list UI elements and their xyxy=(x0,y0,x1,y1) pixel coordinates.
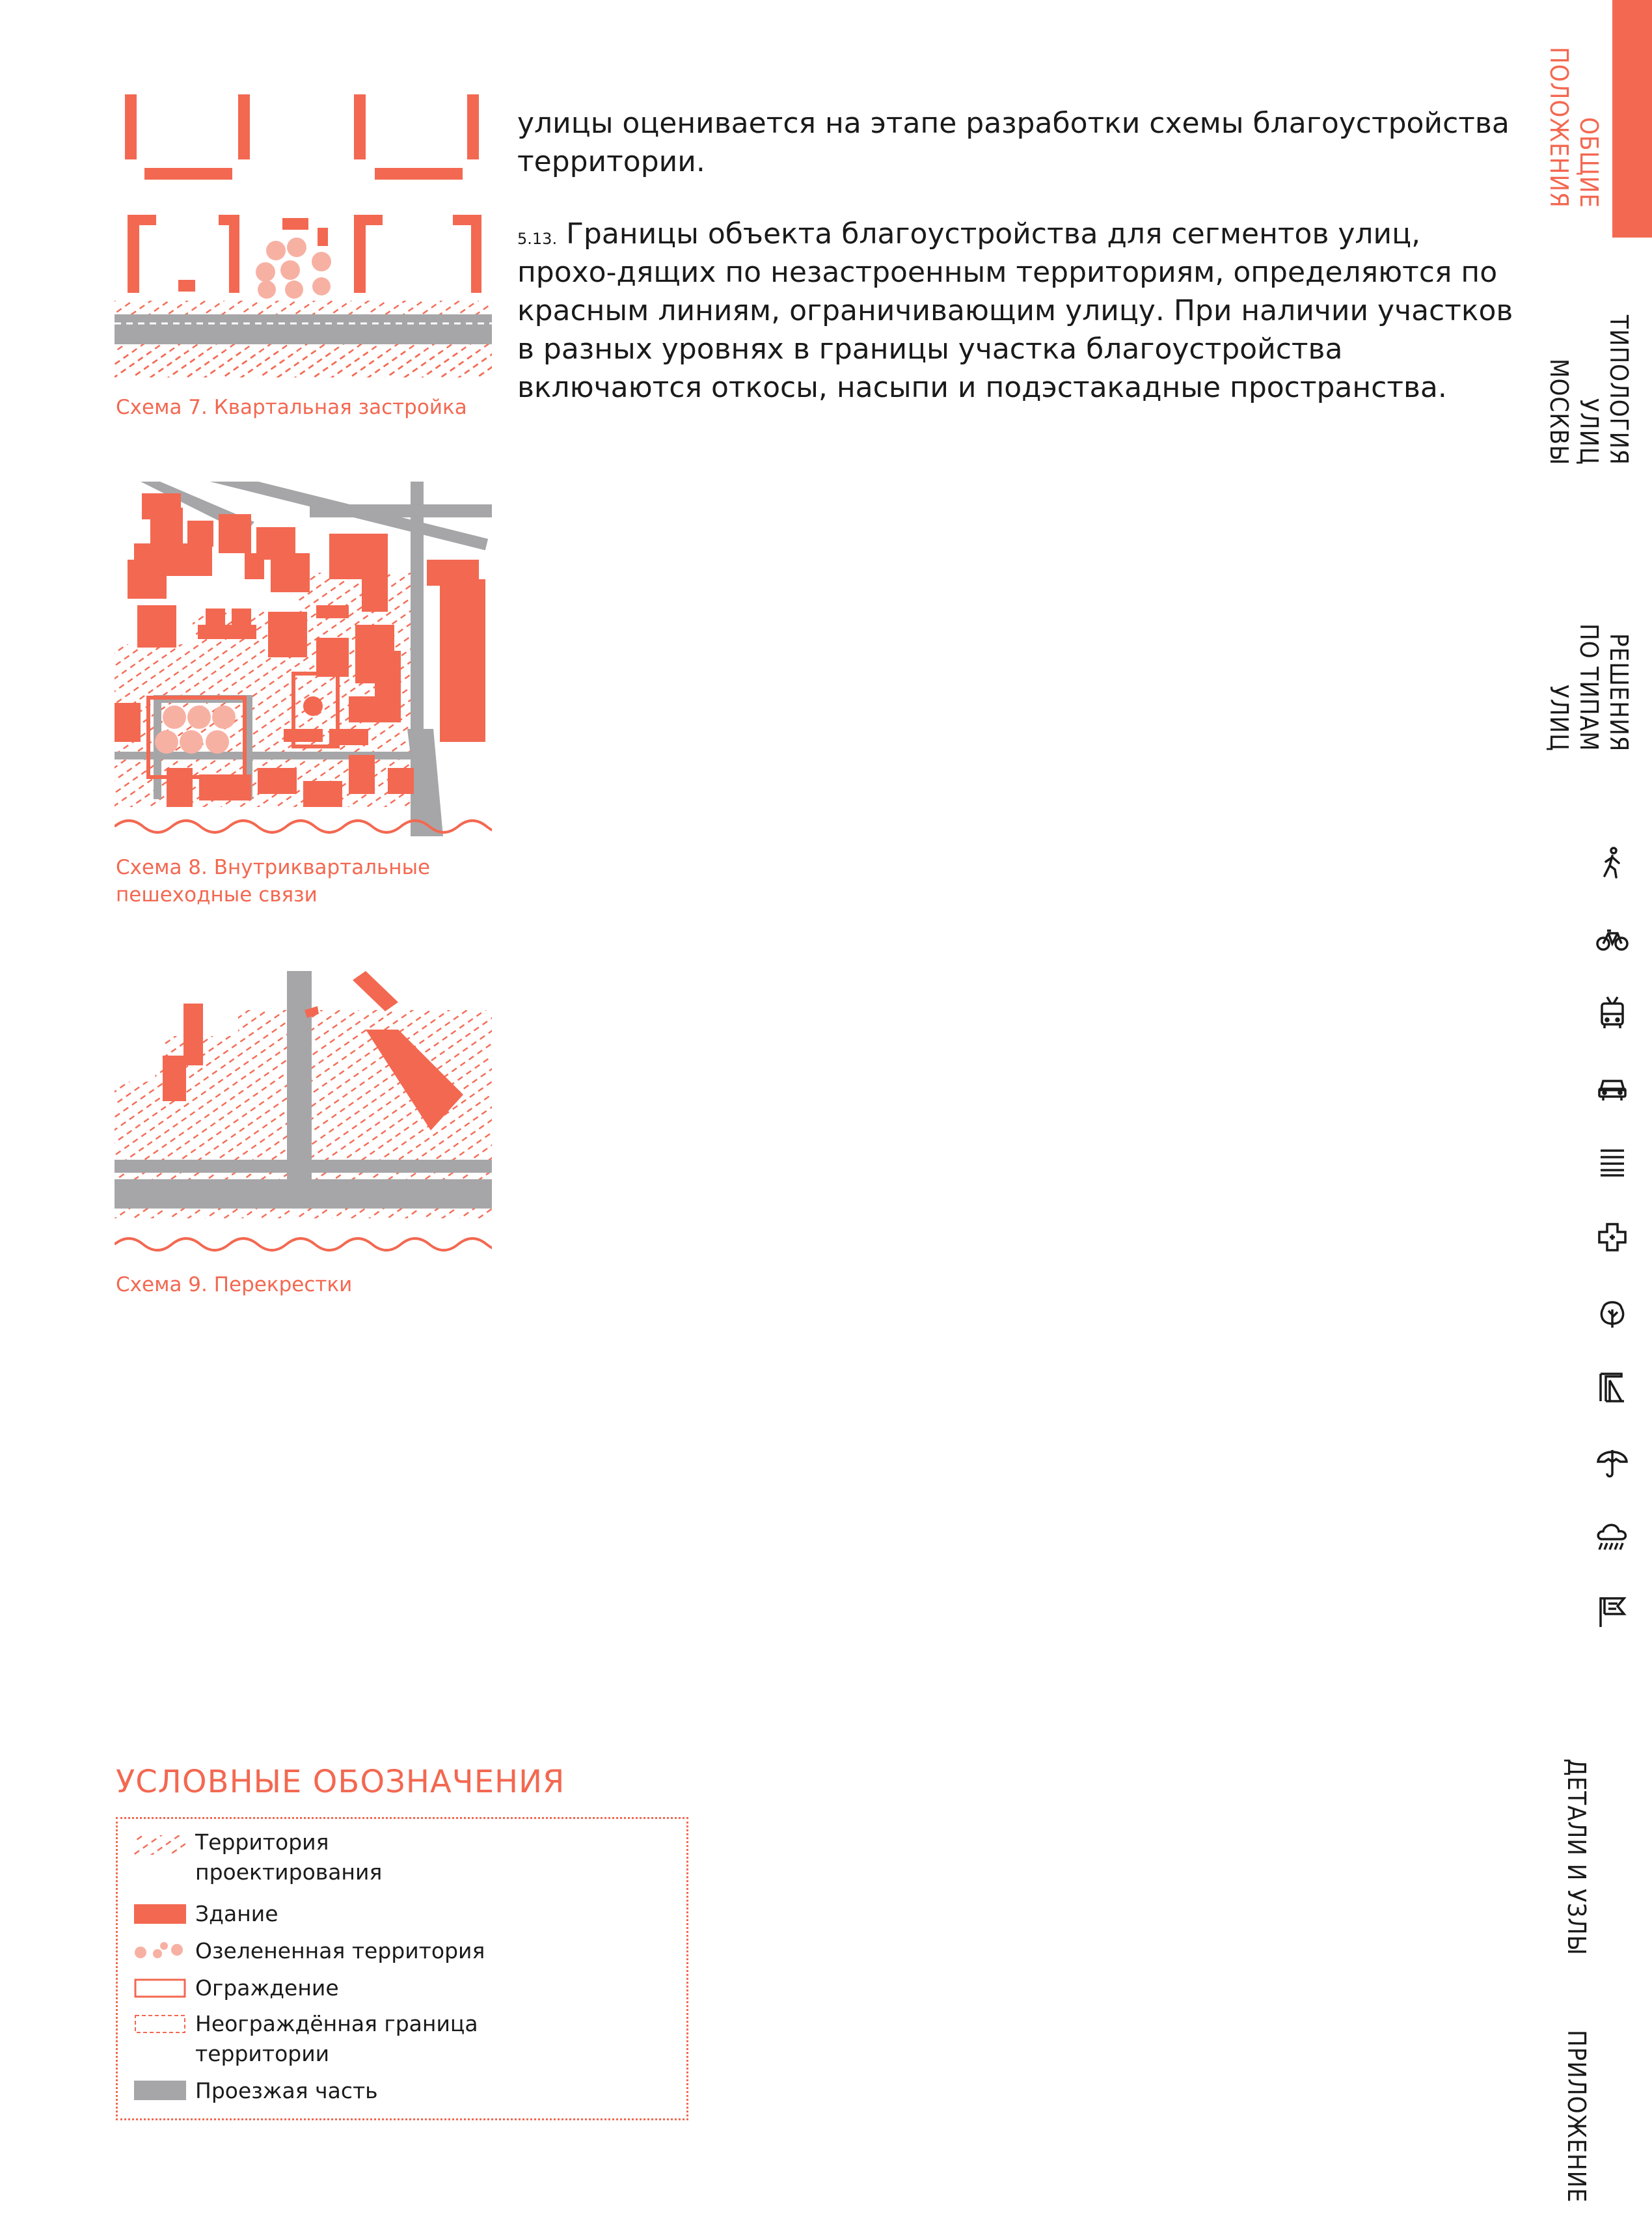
pedestrian-icon[interactable] xyxy=(1595,846,1629,880)
scheme-8-caption-line1: Схема 8. Внутриквартальные xyxy=(116,856,431,879)
tab-appendix[interactable]: ПРИЛОЖЕНИЕ xyxy=(1562,2030,1591,2203)
scheme-8-inner-block-pedestrian-links xyxy=(115,482,492,849)
legend-symbol-building xyxy=(134,1904,186,1924)
tab-moscow-street-typology[interactable]: ТИПОЛОГИЯ УЛИЦ МОСКВЫ xyxy=(1545,315,1633,465)
umbrella-icon[interactable] xyxy=(1595,1445,1629,1479)
scheme-9-intersections xyxy=(115,971,492,1257)
bus-stop-icon[interactable] xyxy=(1595,1370,1629,1404)
trolleybus-icon[interactable] xyxy=(1595,996,1629,1030)
car-icon[interactable] xyxy=(1595,1071,1629,1104)
legend-symbol-green-area xyxy=(134,1941,186,1960)
legend-item-green-area: Озелененная территория xyxy=(195,1938,485,1963)
paragraph-number: 5.13. xyxy=(517,230,558,248)
legend-item-unfenced-boundary: Неограждённая граница территории xyxy=(195,2011,478,2066)
scheme-8-caption-line2: пешеходные связи xyxy=(116,883,318,907)
legend-symbol-roadway xyxy=(134,2081,186,2100)
legend-symbol-design-territory xyxy=(134,1835,186,1855)
flag-icon[interactable] xyxy=(1595,1594,1629,1628)
rain-cloud-icon[interactable] xyxy=(1595,1520,1629,1553)
legend-item-roadway: Проезжая часть xyxy=(195,2078,378,2103)
legend-title: УСЛОВНЫЕ ОБОЗНАЧЕНИЯ xyxy=(116,1764,565,1800)
scheme-7-caption: Схема 7. Квартальная застройка xyxy=(116,396,467,419)
tab-details-and-nodes[interactable]: ДЕТАЛИ И УЗЛЫ xyxy=(1562,1758,1591,1956)
legend-item-design-territory: Территория проектирования xyxy=(195,1829,383,1885)
scheme-7-block-development xyxy=(115,91,492,377)
tab-solutions-by-street-type[interactable]: РЕШЕНИЯ ПО ТИПАМ УЛИЦ xyxy=(1545,623,1633,752)
bicycle-icon[interactable] xyxy=(1595,922,1629,955)
legend-symbol-fence xyxy=(134,1978,186,1998)
paragraph-5-13: $^{5.13.}$ Границы объекта благоустройства для сегментов улиц, прохо-дящих по незастроенным территориям, определяются по красным линиям, ограничивающим улицу. При наличии участков в разных уровнях в границы участка благоустройства включаются откосы, насыпи и подэстакадные пространства. xyxy=(517,217,1513,404)
scheme-8-caption xyxy=(116,854,430,909)
tree-icon[interactable] xyxy=(1595,1295,1629,1329)
tab-general-provisions[interactable]: ОБЩИЕ ПОЛОЖЕНИЯ xyxy=(1545,47,1603,208)
legend-item-building: Здание xyxy=(195,1901,278,1926)
medical-cross-icon[interactable] xyxy=(1595,1220,1629,1254)
legend-item-fence: Ограждение xyxy=(195,1975,339,2001)
legend-symbol-unfenced-boundary xyxy=(134,2014,186,2034)
scheme-9-caption: Схема 9. Перекрестки xyxy=(116,1273,353,1296)
sidebar-active-marker xyxy=(1612,0,1652,238)
continuation-paragraph: улицы оценивается на этапе разработки схемы благоустройства территории. xyxy=(517,107,1510,178)
layers-icon[interactable] xyxy=(1595,1145,1629,1179)
